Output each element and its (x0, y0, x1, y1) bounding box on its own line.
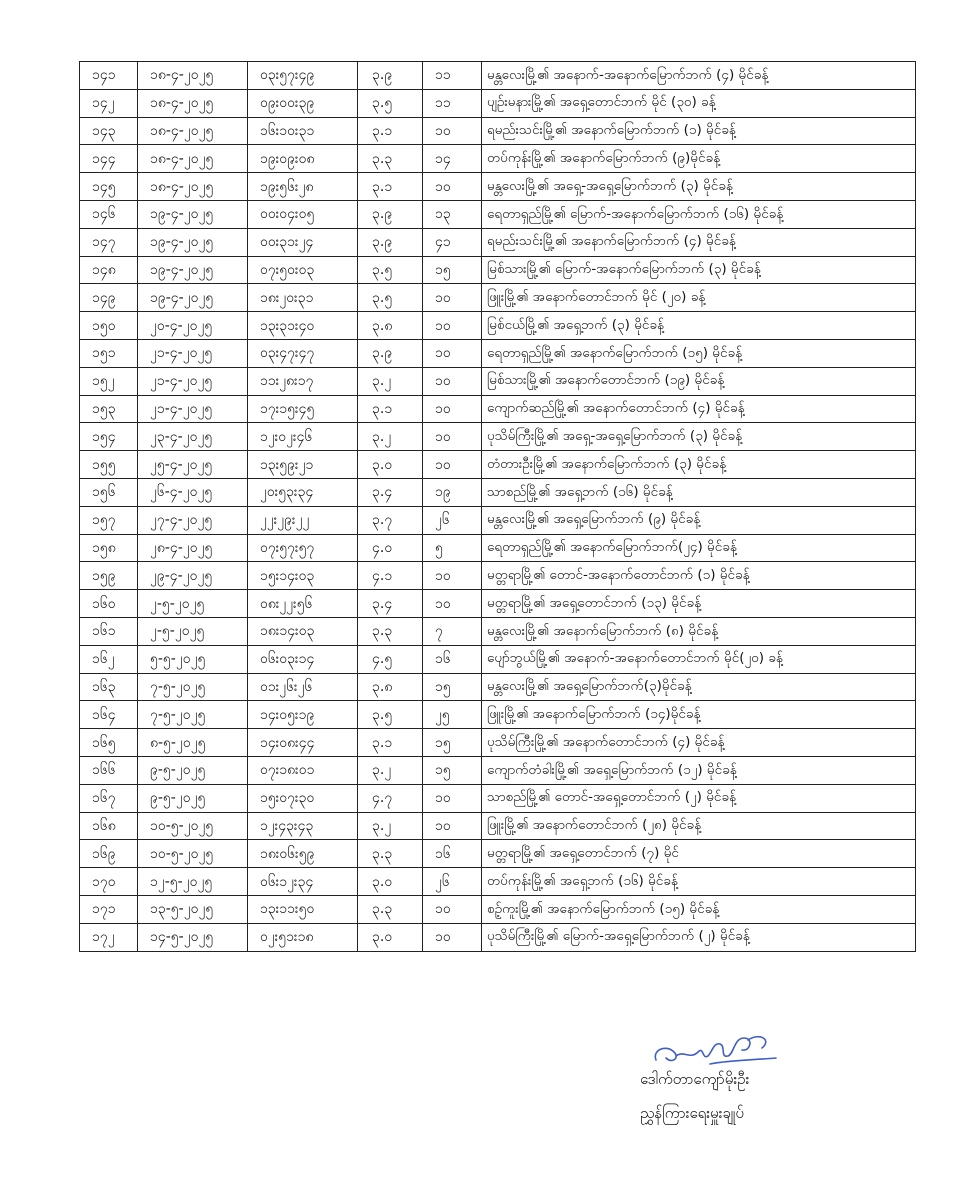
event-date-cell: ၂၅-၄-၂၀၂၅ (138, 451, 248, 479)
event-depth-cell: ၁၀ (423, 784, 482, 812)
event-depth-cell: ၁၀ (423, 423, 482, 451)
event-location-cell: မန္တလေးမြို့၏ အရှေ့-အရှေ့မြောက်ဘက် (၃) မိုင်ခန့် (482, 173, 916, 201)
event-magnitude-cell: ၄.၇ (358, 784, 423, 812)
event-magnitude-cell: ၃.၄ (358, 478, 423, 506)
event-number-cell: ၁၆၃ (80, 673, 138, 701)
event-date-cell: ၁၈-၄-၂၀၂၅ (138, 62, 248, 90)
event-time-cell: ၁၈း၀၆း၅၉ (248, 840, 358, 868)
handwritten-signature (650, 1030, 780, 1072)
event-magnitude-cell: ၃.၁ (358, 173, 423, 201)
event-magnitude-cell: ၃.၅ (358, 701, 423, 729)
table-row (80, 312, 916, 340)
event-location-cell: မြစ်သားမြို့၏ အနောက်တောင်ဘက် (၁၉) မိုင်ခန့် (482, 367, 916, 395)
event-location-cell: ပုသိမ်ကြီးမြို့၏ အရှေ့-အရှေ့မြောက်ဘက် (၃) မိုင်ခန့် (482, 423, 916, 451)
event-depth-cell: ၂၅ (423, 701, 482, 729)
event-location-cell: မြစ်ငယ်မြို့၏ အရှေ့ဘက် (၃) မိုင်ခန့် (482, 312, 916, 340)
event-magnitude-cell: ၃.၃ (358, 617, 423, 645)
table-row (80, 395, 916, 423)
event-number-cell: ၁၇၀ (80, 868, 138, 896)
event-depth-cell: ၁၅ (423, 756, 482, 784)
event-location-cell: မတ္တရာမြို့၏ တောင်-အနောက်တောင်ဘက် (၁) မိုင်ခန့် (482, 562, 916, 590)
event-magnitude-cell: ၃.၀ (358, 868, 423, 896)
event-date-cell: ၁၉-၄-၂၀၂၅ (138, 200, 248, 228)
event-depth-cell: ၁၁ (423, 62, 482, 90)
table-row (80, 617, 916, 645)
event-date-cell: ၅-၅-၂၀၂၅ (138, 645, 248, 673)
event-date-cell: ၁၀-၅-၂၀၂၅ (138, 840, 248, 868)
event-date-cell: ၉-၅-၂၀၂၅ (138, 756, 248, 784)
event-location-cell: ကျောက်ဆည်မြို့၏ အနောက်တောင်ဘက် (၄) မိုင်ခန့် (482, 395, 916, 423)
table-row (80, 673, 916, 701)
table-row (80, 339, 916, 367)
table-row (80, 923, 916, 951)
event-date-cell: ၁၈-၄-၂၀၂၅ (138, 117, 248, 145)
event-depth-cell: ၄၁ (423, 228, 482, 256)
event-date-cell: ၂-၅-၂၀၂၅ (138, 590, 248, 618)
table-body (80, 62, 916, 952)
event-location-cell: မန္တလေးမြို့၏ အနောက်-အနောက်မြောက်ဘက် (၄) မိုင်ခန့် (482, 62, 916, 90)
event-date-cell: ၁၉-၄-၂၀၂၅ (138, 228, 248, 256)
table-row (80, 423, 916, 451)
event-depth-cell: ၁၀ (423, 923, 482, 951)
event-number-cell: ၁၅၉ (80, 562, 138, 590)
event-magnitude-cell: ၃.၂ (358, 756, 423, 784)
event-date-cell: ၁၂-၅-၂၀၂၅ (138, 868, 248, 896)
event-date-cell: ၂-၅-၂၀၂၅ (138, 617, 248, 645)
event-date-cell: ၁၃-၅-၂၀၂၅ (138, 895, 248, 923)
event-time-cell: ၀၃း၅၇း၄၉ (248, 62, 358, 90)
event-number-cell: ၁၆၀ (80, 590, 138, 618)
event-date-cell: ၂၇-၄-၂၀၂၅ (138, 506, 248, 534)
table-row (80, 145, 916, 173)
event-number-cell: ၁၅၁ (80, 339, 138, 367)
event-date-cell: ၂၁-၄-၂၀၂၅ (138, 395, 248, 423)
event-magnitude-cell: ၃.၃ (358, 895, 423, 923)
table-row (80, 89, 916, 117)
event-time-cell: ၂၂း၂၉း၂၂ (248, 506, 358, 534)
event-magnitude-cell: ၃.၁ (358, 117, 423, 145)
event-number-cell: ၁၆၁ (80, 617, 138, 645)
table-row (80, 451, 916, 479)
event-number-cell: ၁၅၅ (80, 451, 138, 479)
table-row (80, 562, 916, 590)
event-number-cell: ၁၄၄ (80, 145, 138, 173)
event-time-cell: ၀၆း၁၂း၃၄ (248, 868, 358, 896)
event-depth-cell: ၁၀ (423, 367, 482, 395)
event-location-cell: မတ္တရာမြို့၏ အရှေ့တောင်ဘက် (၁၃) မိုင်ခန့် (482, 590, 916, 618)
event-time-cell: ၀၈း၂၂း၅၆ (248, 590, 358, 618)
event-date-cell: ၁၀-၅-၂၀၂၅ (138, 812, 248, 840)
table-row (80, 284, 916, 312)
event-number-cell: ၁၇၂ (80, 923, 138, 951)
event-magnitude-cell: ၃.၄ (358, 590, 423, 618)
event-location-cell: တပ်ကုန်းမြို့၏ အနောက်မြောက်ဘက် (၉)မိုင်ခန့် (482, 145, 916, 173)
event-number-cell: ၁၅၆ (80, 478, 138, 506)
event-time-cell: ၀၇း၁၈း၀၁ (248, 756, 358, 784)
event-depth-cell: ၁၀ (423, 895, 482, 923)
event-time-cell: ၁၄း၀၈း၄၄ (248, 729, 358, 757)
event-time-cell: ၁၈း၂၀း၃၁ (248, 284, 358, 312)
event-time-cell: ၁၂း၄၃း၄၃ (248, 812, 358, 840)
earthquake-table (79, 61, 916, 952)
event-time-cell: ၀၇း၅၇း၅၇ (248, 534, 358, 562)
event-location-cell: ပုသိမ်ကြီးမြို့၏ မြောက်-အရှေ့မြောက်ဘက် (၂) မိုင်ခန့် (482, 923, 916, 951)
table-row (80, 62, 916, 90)
event-time-cell: ၂၀း၅၃း၃၄ (248, 478, 358, 506)
event-magnitude-cell: ၃.၉ (358, 200, 423, 228)
event-magnitude-cell: ၃.၂ (358, 423, 423, 451)
event-magnitude-cell: ၃.၁ (358, 395, 423, 423)
event-date-cell: ၂၆-၄-၂၀၂၅ (138, 478, 248, 506)
event-magnitude-cell: ၃.၅ (358, 89, 423, 117)
event-date-cell: ၁၉-၄-၂၀၂၅ (138, 256, 248, 284)
table-row (80, 784, 916, 812)
event-depth-cell: ၁၀ (423, 812, 482, 840)
event-magnitude-cell: ၃.၉ (358, 339, 423, 367)
event-location-cell: စဉ့်ကူးမြို့၏ အနောက်မြောက်ဘက် (၁၅) မိုင်ခန့် (482, 895, 916, 923)
event-time-cell: ၀၆း၀၃း၁၄ (248, 645, 358, 673)
event-magnitude-cell: ၃.၅ (358, 284, 423, 312)
event-number-cell: ၁၅၇ (80, 506, 138, 534)
event-depth-cell: ၁၀ (423, 284, 482, 312)
event-depth-cell: ၁၀ (423, 339, 482, 367)
event-date-cell: ၂၀-၄-၂၀၂၅ (138, 312, 248, 340)
event-number-cell: ၁၆၉ (80, 840, 138, 868)
event-depth-cell: ၂၆ (423, 868, 482, 896)
signatory-name: ဒေါက်တာကျော်မိုးဦး (640, 1070, 750, 1088)
event-date-cell: ၇-၅-၂၀၂၅ (138, 673, 248, 701)
event-location-cell: ပျော်ဘွယ်မြို့၏ အနောက်-အနောက်တောင်ဘက် မိုင်(၂၀) ခန့် (482, 645, 916, 673)
event-magnitude-cell: ၄.၀ (358, 534, 423, 562)
event-number-cell: ၁၅၄ (80, 423, 138, 451)
event-depth-cell: ၅ (423, 534, 482, 562)
event-magnitude-cell: ၃.၈ (358, 673, 423, 701)
event-depth-cell: ၂၆ (423, 506, 482, 534)
event-number-cell: ၁၄၇ (80, 228, 138, 256)
event-number-cell: ၁၅၃ (80, 395, 138, 423)
event-number-cell: ၁၄၁ (80, 62, 138, 90)
event-magnitude-cell: ၃.၉ (358, 62, 423, 90)
event-date-cell: ၂၈-၄-၂၀၂၅ (138, 534, 248, 562)
event-time-cell: ၁၉း၅၆း၂၈ (248, 173, 358, 201)
table-row (80, 534, 916, 562)
table-row (80, 173, 916, 201)
event-location-cell: သာစည်မြို့၏ အရှေ့ဘက် (၁၆) မိုင်ခန့် (482, 478, 916, 506)
table-row (80, 645, 916, 673)
event-location-cell: ပျဉ်းမနားမြို့၏ အရှေ့တောင်ဘက် မိုင် (၃၀) ခန့် (482, 89, 916, 117)
event-magnitude-cell: ၄.၁ (358, 562, 423, 590)
event-number-cell: ၁၄၃ (80, 117, 138, 145)
event-time-cell: ၀၂း၅၁း၁၈ (248, 923, 358, 951)
table-row (80, 868, 916, 896)
event-time-cell: ၁၅း၀၇း၃၀ (248, 784, 358, 812)
event-location-cell: မန္တလေးမြို့၏ အရှေ့မြောက်ဘက် (၉) မိုင်ခန့် (482, 506, 916, 534)
event-depth-cell: ၇ (423, 617, 482, 645)
event-depth-cell: ၁၀ (423, 395, 482, 423)
event-number-cell: ၁၇၁ (80, 895, 138, 923)
event-depth-cell: ၁၀ (423, 562, 482, 590)
event-magnitude-cell: ၃.၉ (358, 228, 423, 256)
event-location-cell: မန္တလေးမြို့၏ အနောက်မြောက်ဘက် (၈) မိုင်ခန့် (482, 617, 916, 645)
event-location-cell: မြစ်သားမြို့၏ မြောက်-အနောက်မြောက်ဘက် (၃) မိုင်ခန့် (482, 256, 916, 284)
event-location-cell: ပုသိမ်ကြီးမြို့၏ အနောက်တောင်ဘက် (၄) မိုင်ခန့် (482, 729, 916, 757)
event-depth-cell: ၁၃ (423, 200, 482, 228)
event-number-cell: ၁၄၆ (80, 200, 138, 228)
event-date-cell: ၇-၅-၂၀၂၅ (138, 701, 248, 729)
event-time-cell: ၀၇း၅၀း၀၃ (248, 256, 358, 284)
event-magnitude-cell: ၃.၂ (358, 812, 423, 840)
event-location-cell: ဖြူးမြို့၏ အနောက်တောင်ဘက် မိုင် (၂၀) ခန့် (482, 284, 916, 312)
event-date-cell: ၁၈-၄-၂၀၂၅ (138, 89, 248, 117)
event-depth-cell: ၁၁ (423, 89, 482, 117)
event-location-cell: ရေတာရှည်မြို့၏ အနောက်မြောက်ဘက် (၁၅) မိုင်ခန့် (482, 339, 916, 367)
event-time-cell: ၀၉း၀၀း၃၉ (248, 89, 358, 117)
event-depth-cell: ၁၅ (423, 729, 482, 757)
event-location-cell: ဖြူးမြို့၏ အနောက်တောင်ဘက် (၂၈) မိုင်ခန့် (482, 812, 916, 840)
event-depth-cell: ၁၀ (423, 117, 482, 145)
event-location-cell: ဖြူးမြို့၏ အနောက်မြောက်ဘက် (၁၄)မိုင်ခန့် (482, 701, 916, 729)
table-row (80, 256, 916, 284)
event-depth-cell: ၁၀ (423, 312, 482, 340)
event-location-cell: ရေတာရှည်မြို့၏ အနောက်မြောက်ဘက်(၂၄) မိုင်ခန့် (482, 534, 916, 562)
event-magnitude-cell: ၃.၈ (358, 312, 423, 340)
event-number-cell: ၁၆၇ (80, 784, 138, 812)
event-time-cell: ၁၃း၁၁း၅၀ (248, 895, 358, 923)
event-number-cell: ၁၆၅ (80, 729, 138, 757)
table-row (80, 506, 916, 534)
event-location-cell: တံတားဦးမြို့၏ အနောက်မြောက်ဘက် (၃) မိုင်ခန့် (482, 451, 916, 479)
event-date-cell: ၉-၅-၂၀၂၅ (138, 784, 248, 812)
event-location-cell: ရမည်းသင်းမြို့၏ အနောက်မြောက်ဘက် (၄) မိုင်ခန့် (482, 228, 916, 256)
event-date-cell: ၂၃-၄-၂၀၂၅ (138, 423, 248, 451)
event-time-cell: ၁၉း၀၉း၀၈ (248, 145, 358, 173)
event-magnitude-cell: ၃.၀ (358, 451, 423, 479)
event-time-cell: ၁၃း၅၉း၂၁ (248, 451, 358, 479)
event-number-cell: ၁၅၀ (80, 312, 138, 340)
event-magnitude-cell: ၃.၂ (358, 367, 423, 395)
event-depth-cell: ၁၉ (423, 478, 482, 506)
table-row (80, 756, 916, 784)
event-time-cell: ၁၅း၁၄း၀၃ (248, 562, 358, 590)
table-row (80, 478, 916, 506)
event-magnitude-cell: ၃.၁ (358, 729, 423, 757)
event-location-cell: မန္တလေးမြို့၏ အရှေ့မြောက်ဘက်(၃)မိုင်ခန့် (482, 673, 916, 701)
event-location-cell: တပ်ကုန်းမြို့၏ အရှေ့ဘက် (၁၆) မိုင်ခန့် (482, 868, 916, 896)
event-magnitude-cell: ၃.၃ (358, 840, 423, 868)
event-number-cell: ၁၄၉ (80, 284, 138, 312)
event-time-cell: ၀၀း၀၄း၀၅ (248, 200, 358, 228)
event-depth-cell: ၁၅ (423, 673, 482, 701)
event-number-cell: ၁၄၈ (80, 256, 138, 284)
table-row (80, 812, 916, 840)
event-magnitude-cell: ၃.၅ (358, 256, 423, 284)
signatory-title: ညွှန်ကြားရေးမှူးချုပ် (640, 1104, 744, 1122)
event-date-cell: ၂၁-၄-၂၀၂၅ (138, 339, 248, 367)
event-time-cell: ၁၈း၁၄း၀၃ (248, 617, 358, 645)
event-magnitude-cell: ၃.၃ (358, 145, 423, 173)
table-row (80, 701, 916, 729)
event-number-cell: ၁၅၂ (80, 367, 138, 395)
event-depth-cell: ၁၅ (423, 256, 482, 284)
event-time-cell: ၁၆း၁၀း၃၁ (248, 117, 358, 145)
event-location-cell: သာစည်မြို့၏ တောင်-အရှေ့တောင်ဘက် (၂) မိုင်ခန့် (482, 784, 916, 812)
event-date-cell: ၂၁-၄-၂၀၂၅ (138, 367, 248, 395)
event-date-cell: ၈-၅-၂၀၂၅ (138, 729, 248, 757)
event-number-cell: ၁၅၈ (80, 534, 138, 562)
event-depth-cell: ၁၀ (423, 451, 482, 479)
event-time-cell: ၁၁း၂၈း၁၇ (248, 367, 358, 395)
event-number-cell: ၁၄၅ (80, 173, 138, 201)
event-location-cell: ရေတာရှည်မြို့၏ မြောက်-အနောက်မြောက်ဘက် (၁၆) မိုင်ခန့် (482, 200, 916, 228)
event-number-cell: ၁၆၂ (80, 645, 138, 673)
table-row (80, 200, 916, 228)
table-row (80, 228, 916, 256)
event-location-cell: ရမည်းသင်းမြို့၏ အနောက်မြောက်ဘက် (၁) မိုင်ခန့် (482, 117, 916, 145)
event-depth-cell: ၁၆ (423, 840, 482, 868)
event-depth-cell: ၁၆ (423, 645, 482, 673)
event-number-cell: ၁၆၈ (80, 812, 138, 840)
event-depth-cell: ၁၄ (423, 145, 482, 173)
event-location-cell: ကျောက်တံခါးမြို့၏ အရှေ့မြောက်ဘက် (၁၂) မိုင်ခန့် (482, 756, 916, 784)
event-time-cell: ၀၁း၂၆း၂၆ (248, 673, 358, 701)
event-time-cell: ၁၄း၀၅း၁၉ (248, 701, 358, 729)
event-time-cell: ၁၇း၁၅း၄၅ (248, 395, 358, 423)
event-time-cell: ၁၃း၃၁း၄၀ (248, 312, 358, 340)
event-date-cell: ၁၈-၄-၂၀၂၅ (138, 173, 248, 201)
event-date-cell: ၂၉-၄-၂၀၂၅ (138, 562, 248, 590)
event-depth-cell: ၁၀ (423, 173, 482, 201)
event-magnitude-cell: ၃.၇ (358, 506, 423, 534)
table-row (80, 590, 916, 618)
event-time-cell: ၀၃း၄၇း၄၇ (248, 339, 358, 367)
table-row (80, 840, 916, 868)
event-number-cell: ၁၄၂ (80, 89, 138, 117)
table-row (80, 729, 916, 757)
event-number-cell: ၁၆၄ (80, 701, 138, 729)
event-magnitude-cell: ၃.၀ (358, 923, 423, 951)
event-time-cell: ၀၀း၃၁း၂၄ (248, 228, 358, 256)
event-magnitude-cell: ၄.၅ (358, 645, 423, 673)
table-row (80, 895, 916, 923)
signature-block (640, 1030, 880, 1122)
event-date-cell: ၁၉-၄-၂၀၂၅ (138, 284, 248, 312)
event-depth-cell: ၁၀ (423, 590, 482, 618)
table-row (80, 367, 916, 395)
event-time-cell: ၁၂း၀၂း၄၆ (248, 423, 358, 451)
event-date-cell: ၁၄-၅-၂၀၂၅ (138, 923, 248, 951)
event-location-cell: မတ္တရာမြို့၏ အရှေ့တောင်ဘက် (၇) မိုင် (482, 840, 916, 868)
table-row (80, 117, 916, 145)
event-number-cell: ၁၆၆ (80, 756, 138, 784)
event-date-cell: ၁၈-၄-၂၀၂၅ (138, 145, 248, 173)
